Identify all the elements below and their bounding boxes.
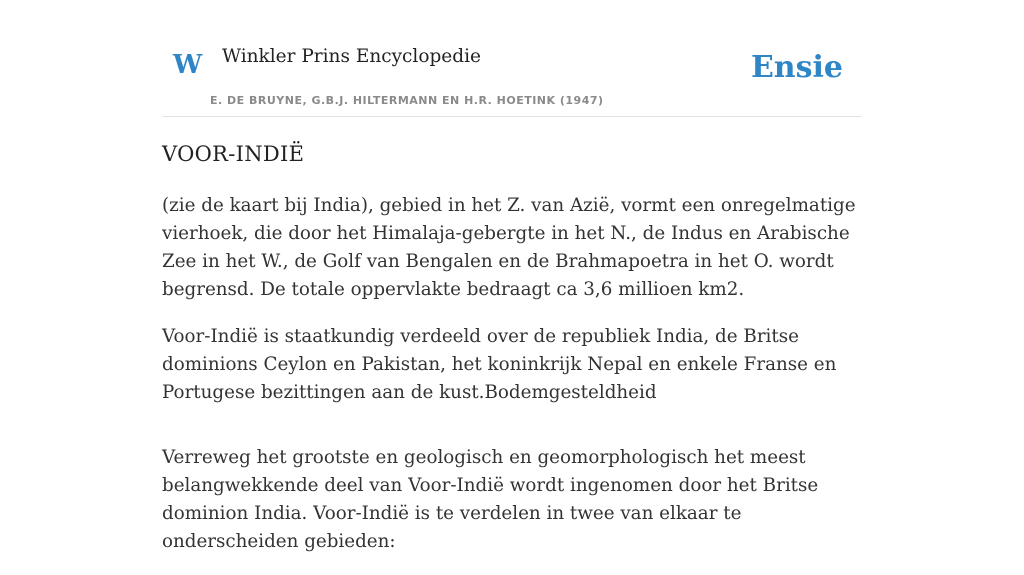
paragraph-political: Voor-Indië is staatkundig verdeeld over de republiek India, de Britse dominions Ceylon en Pakistan, het koninkrijk Nepal en enkele Franse en Portugese bezittingen aan de kust.Bodemgesteldheid — [162, 326, 837, 403]
winkler-prins-logo[interactable]: W — [173, 50, 203, 80]
paragraph-intro: (zie de kaart bij India), gebied in het Z. van Azië, vormt een onregelmatige vierhoek, die door het Himalaja-gebergte in het N., de Indus en Arabische Zee in het W., de Golf van Bengalen en de Brahmapoetra in het O. wordt begrensd. De totale oppervlakte bedraagt ca 3,6 millioen km2. — [162, 195, 856, 300]
site-title[interactable]: Winkler Prins Encyclopedie — [222, 46, 481, 67]
paragraph-geology: Verreweg het grootste en geologisch en geomorphologisch het meest belangwekkende deel van Voor-Indië wordt ingenomen door het Britse dominion India. Voor-Indië is te verdelen in twee van elkaar te onderscheiden gebieden: — [162, 447, 819, 552]
page-content — [162, 0, 862, 552]
authors-line: E. DE BRUYNE, G.B.J. HILTERMANN EN H.R. HOETINK (1947) — [210, 94, 604, 107]
ensie-brand-logo[interactable]: Ensie — [750, 50, 843, 85]
article-title: VOOR-INDIË — [162, 142, 305, 166]
site-header — [162, 0, 862, 117]
article-body — [162, 192, 862, 575]
